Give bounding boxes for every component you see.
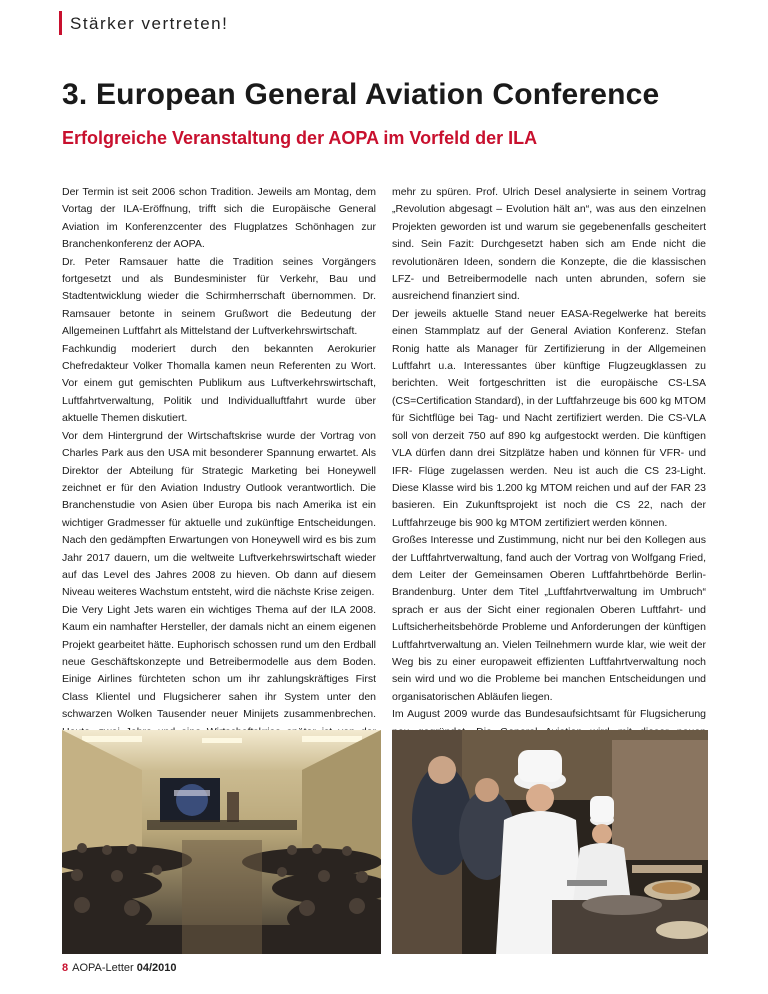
article-paragraph: Fachkundig moderiert durch den bekannten Aerokurier Chefredakteur Volker Thomalla kamen neun Referenten zu Wort. Vor einem gut gemischten Publikum aus Luftverkehrswirtschaft, Luftfahrtverwaltung, Politik und Individualluftfahrt wurde über aktuelle Themen diskutiert. [62, 342, 376, 425]
article-paragraph: Vor dem Hintergrund der Wirtschaftskrise wurde der Vortrag von Charles Park aus den USA mit besonderer Spannung erwartet. Als Direktor der Abteilung für Strategic Marketing bei Honeywell zeichnet er für den Aviation Industry Outlook verantwortlich. Die Branchenstudie von Asien über Europa bis nach Amerika ist ein wichtiger Gradmesser für aktuelle und zukünftige Entscheidungen. Nach den gedämpften Erwartungen von Honeywell wird es bis zum Jahr 2017 dauern, um die weltweite Luftverkehrswirtschaft wieder auf das Level des Jahres 2008 zu hieven. Ob dann auf diesem Niveau weiteres Wachstum entsteht, wird die nächste Krise zeigen. [62, 429, 376, 599]
article-column-right [392, 184, 706, 758]
page-footer [62, 962, 177, 974]
article-paragraph: Großes Interesse und Zustimmung, nicht nur bei den Kollegen aus der Luftfahrtverwaltung, fand auch der Vortrag von Wolfgang Fried, dem Leiter der Gemeinsamen Oberen Luftfahrtbehörde Berlin-Brandenburg. Unter dem Titel „Luftfahrtverwaltung im Umbruch“ sprach er aus der Sicht einer regionalen Oberen Luftfahrt- und Luftsicherheitsbehörde Probleme und Anforderungen der künftigen Luftfahrtverwaltung an. Vielen Teilnehmern wurde klar, wie weit der Weg bis zu einer europaweit effizienten Luftfahrtverwaltung noch sein wird und wo die Probleme bei manchen Entscheidungen und organisatorischen Abläufen liegen. [392, 534, 706, 703]
issue-number: 04/2010 [136, 962, 177, 974]
page-subtitle: Erfolgreiche Veranstaltung der AOPA im Vorfeld der ILA [62, 128, 538, 148]
article-column-left [62, 184, 376, 758]
conference-hall-photo [62, 730, 381, 954]
article-paragraph: Im August 2009 wurde das Bundesaufsichtsamt für Flugsicherung [392, 708, 706, 721]
article-paragraph: Die Very Light Jets waren ein wichtiges Thema auf der ILA 2008. Kaum ein namhafter Hersteller, der damals nicht an einem eigenen Projekt gearbeitet hätte. Euphorisch schossen rund um den Erdball neue Geschäftskonzepte und Betreibermodelle aus dem Boden. Einige Airlines fürchteten schon um ihr zahlungskräftiges First Class Klientel und Flugsicherer sahen ihr System unter den schwarzen Wolken Tausender neuer Minijets zusammenbrechen. [62, 603, 376, 721]
page-number: 8 [62, 962, 69, 974]
chefs-buffet-photo [392, 730, 708, 954]
article-paragraph: mehr zu spüren. Prof. Ulrich Desel analysierte in seinem Vortrag „Revolution abgesagt – Evolution hält an“, was aus den einzelnen Projekten geworden ist und warum sie gegebenenfalls gescheitert sind. Sein Fazit: Durchgesetzt haben sich am Ende nicht die revolutionären Ideen, sondern die Konzepte, die die klassischen LFZ- und Betreibermodelle nach unten abrunden, sofern sie ausreichend finanziert sind. [392, 186, 706, 303]
section-label: Stärker vertreten! [70, 14, 229, 33]
article-paragraph: Dr. Peter Ramsauer hatte die Tradition seines Vorgängers fortgesetzt und als Bundesminister für Verkehr, Bau und Stadtentwicklung wieder die Schirmherrschaft übernommen. Dr. Ramsauer betonte in seinem Grußwort die Bedeutung der Allgemeinen Luftfahrt als Mittelstand der Luftverkehrswirtschaft. [62, 255, 376, 338]
section-marker-bar [59, 11, 62, 35]
publication-name: AOPA-Letter [72, 962, 134, 974]
article-paragraph: Der Termin ist seit 2006 schon Tradition. Jeweils am Montag, dem Vortag der ILA-Eröffnung, trifft sich die Europäische General Aviation im Konferenzcenter des Flugplatzes Schönhagen zur Branchenkonferenz der AOPA. [62, 186, 376, 251]
page-title: 3. European General Aviation Conference [62, 78, 660, 111]
article-paragraph: Der jeweils aktuelle Stand neuer EASA-Regelwerke hat bereits einen Stammplatz auf der General Aviation Konferenz. Stefan Ronig hatte als Manager für Zertifizierung in der Allgemeinen Luftfahrt u.a. Interessantes über künftige Flugzeugklassen zu berichten. Weit fortgeschritten ist die europäische CS-LSA (CS=Certification Standard), in der Luftfahrzeuge bis 600 kg MTOM für Sichtflüge bei Tag- und Nacht zertifiziert werden. Die CS-VLA soll von derzeit 750 auf 890 kg aufgestockt werden. Die künftigen VLA dürfen dann drei Sitzplätze haben und können für VFR- und IFR- Flüge zugelassen werden. Neu ist auch die CS 23-Light. Diese Klasse wird bis 1.200 kg MTOM reichen und auf der FAR 23 basieren. Ein Zukunftsprojekt ist noch die CS 22, nach der Luftfahrzeuge bis 900 kg MTOM zertifiziert werden können. [392, 307, 706, 529]
